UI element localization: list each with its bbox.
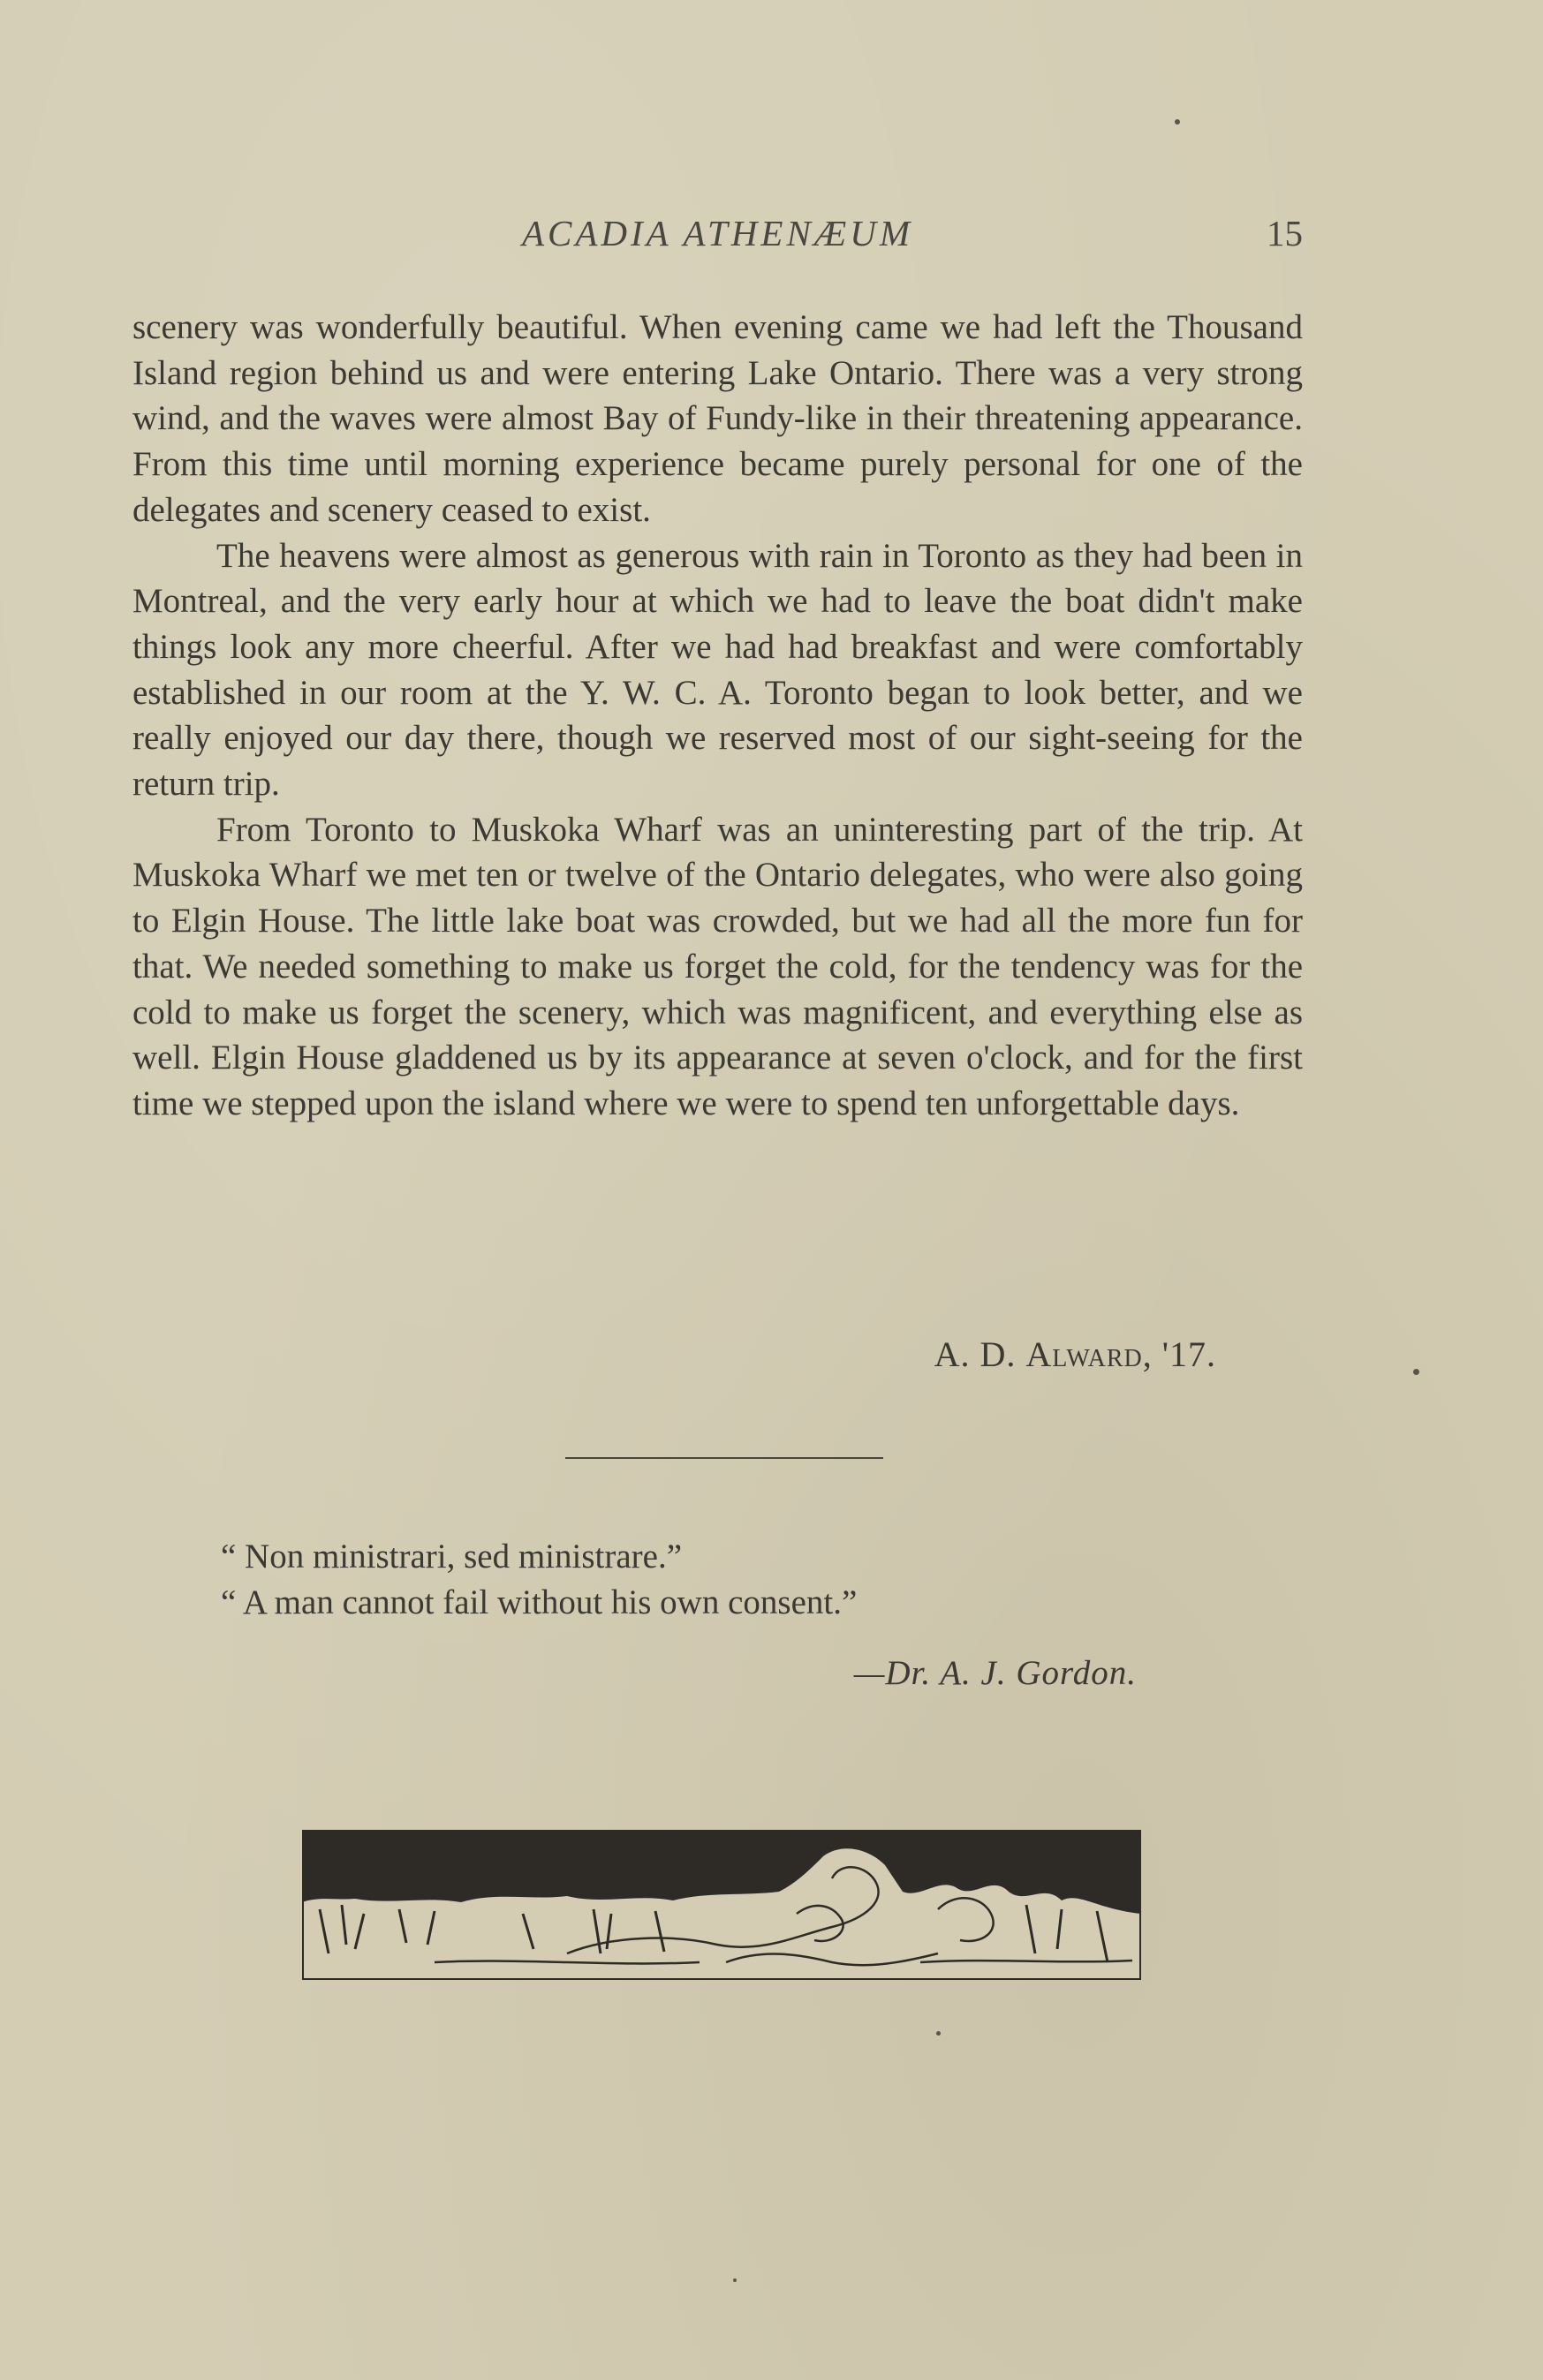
page-number: 15 — [1267, 213, 1303, 253]
paper-speck — [733, 2278, 737, 2282]
journal-title: ACADIA ATHENÆUM — [521, 213, 914, 253]
paper-speck — [1413, 1369, 1419, 1375]
author-year: , '17. — [1142, 1334, 1216, 1374]
author-signature — [934, 1334, 1216, 1375]
quote-attribution: —Dr. A. J. Gordon. — [853, 1654, 1137, 1692]
paper-speck — [1175, 119, 1180, 125]
author-initials: A. D. — [934, 1334, 1026, 1374]
section-divider — [565, 1457, 883, 1459]
paragraph: The heavens were almost as generous with rain in Toronto as they had been in Montreal, and the very early hour at which we had to leave the boat didn't make things look any more cheerful. After we had had breakfast and were comfortably established in our room at the Y. W. C. A. Toronto began to look better, and we really enjoyed our day there, though we reserved most of our sight-seeing for the return trip. — [132, 536, 1303, 804]
paragraph: scenery was wonderfully beautiful. When evening came we had left the Thousand Island region behind us and were entering Lake Ontario. There was a very strong wind, and the waves were almost Bay of Fundy-like in their threatening appearance. From this time until morning experience became purely personal for one of the delegates and scenery ceased to exist. — [132, 308, 1303, 529]
paper-speck — [936, 2031, 941, 2036]
running-head — [132, 212, 1303, 265]
author-surname: Alward — [1025, 1334, 1143, 1374]
quote-line: “ A man cannot fail without his own consent.” — [221, 1583, 858, 1621]
article-body — [132, 305, 1303, 1127]
pastoral-tailpiece-icon — [302, 1830, 1141, 1980]
quote-line: “ Non ministrari, sed ministrare.” — [221, 1538, 683, 1575]
paragraph: From Toronto to Muskoka Wharf was an uninteresting part of the trip. At Muskoka Wharf we met ten or twelve of the Ontario delegates, who were also going to Elgin House. The little lake boat was crowded, but we had all the more fun for that. We needed something to make us forget the cold, for the tendency was for the cold to make us forget the scenery, which was magnificent, and everything else as well. Elgin House gladdened us by its appearance at seven o'clock, and for the first time we stepped upon the island where we were to spend ten unforgettable days. — [132, 810, 1303, 1122]
